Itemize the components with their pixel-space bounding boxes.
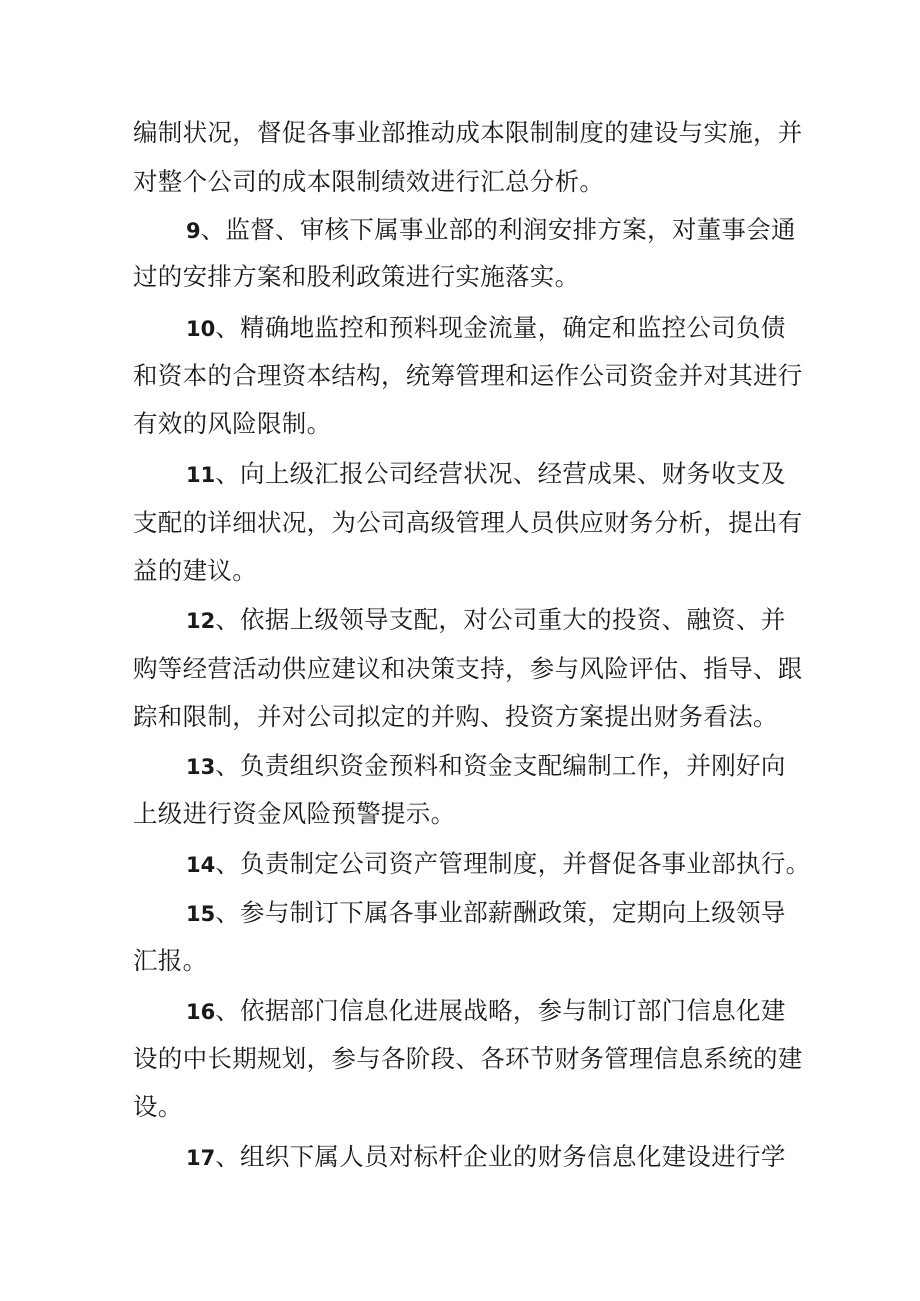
item-number: 11 [186, 463, 216, 487]
paragraph-text: 、依据上级领导支配，对公司重大的投资、融资、并 [215, 605, 786, 634]
item-number: 13 [186, 755, 216, 779]
paragraph-line: 设的中长期规划，参与各阶段、各环节财务管理信息系统的建 [133, 1044, 803, 1073]
paragraph-line: 设。 [133, 1092, 183, 1121]
paragraph-line: 踪和限制，并对公司拟定的并购、投资方案提出财务看法。 [133, 702, 778, 731]
paragraph-line: 支配的详细状况，为公司高级管理人员供应财务分析，提出有 [133, 508, 803, 537]
paragraph-text: 、监督、审核下属事业部的利润安排方案，对董事会通 [200, 215, 796, 244]
paragraph-text: 、依据部门信息化进展战略，参与制订部门信息化建 [215, 996, 786, 1025]
paragraph-text: 、参与制订下属各事业部薪酬政策，定期向上级领导 [215, 898, 786, 927]
item-number: 10 [186, 317, 216, 341]
paragraph-line: 上级进行资金风险预警提示。 [133, 799, 456, 828]
item-number: 9 [186, 219, 201, 243]
paragraph-line: 过的安排方案和股利政策进行实施落实。 [133, 262, 580, 291]
paragraph-text: 、向上级汇报公司经营状况、经营成果、财务收支及 [215, 459, 786, 488]
paragraph-line [186, 849, 810, 880]
paragraph-line: 对整个公司的成本限制绩效进行汇总分析。 [133, 167, 605, 196]
paragraph-line: 编制状况，督促各事业部推动成本限制制度的建设与实施，并 [133, 118, 803, 147]
paragraph-line [186, 898, 786, 929]
paragraph-text: 、负责组织资金预料和资金支配编制工作，并刚好向 [215, 751, 786, 780]
item-number: 16 [186, 1000, 216, 1024]
item-number: 14 [186, 853, 216, 877]
paragraph-line [186, 459, 786, 490]
paragraph-line [186, 313, 786, 344]
paragraph-line [186, 215, 796, 246]
paragraph-line: 汇报。 [133, 946, 208, 975]
item-number: 17 [186, 1146, 216, 1170]
paragraph-line [186, 605, 786, 636]
item-number: 15 [186, 902, 216, 926]
paragraph-line [186, 751, 786, 782]
item-number: 12 [186, 609, 216, 633]
paragraph-line [186, 996, 786, 1027]
paragraph-line [186, 1142, 786, 1173]
paragraph-line: 益的建议。 [133, 556, 257, 585]
paragraph-line: 有效的风险限制。 [133, 409, 332, 438]
paragraph-text: 、组织下属人员对标杆企业的财务信息化建设进行学 [215, 1142, 786, 1171]
paragraph-text: 、负责制定公司资产管理制度，并督促各事业部执行。 [215, 849, 811, 878]
paragraph-text: 、精确地监控和预料现金流量，确定和监控公司负债 [215, 313, 786, 342]
paragraph-line: 和资本的合理资本结构，统筹管理和运作公司资金并对其进行 [133, 361, 803, 390]
paragraph-line: 购等经营活动供应建议和决策支持，参与风险评估、指导、跟 [133, 654, 803, 683]
